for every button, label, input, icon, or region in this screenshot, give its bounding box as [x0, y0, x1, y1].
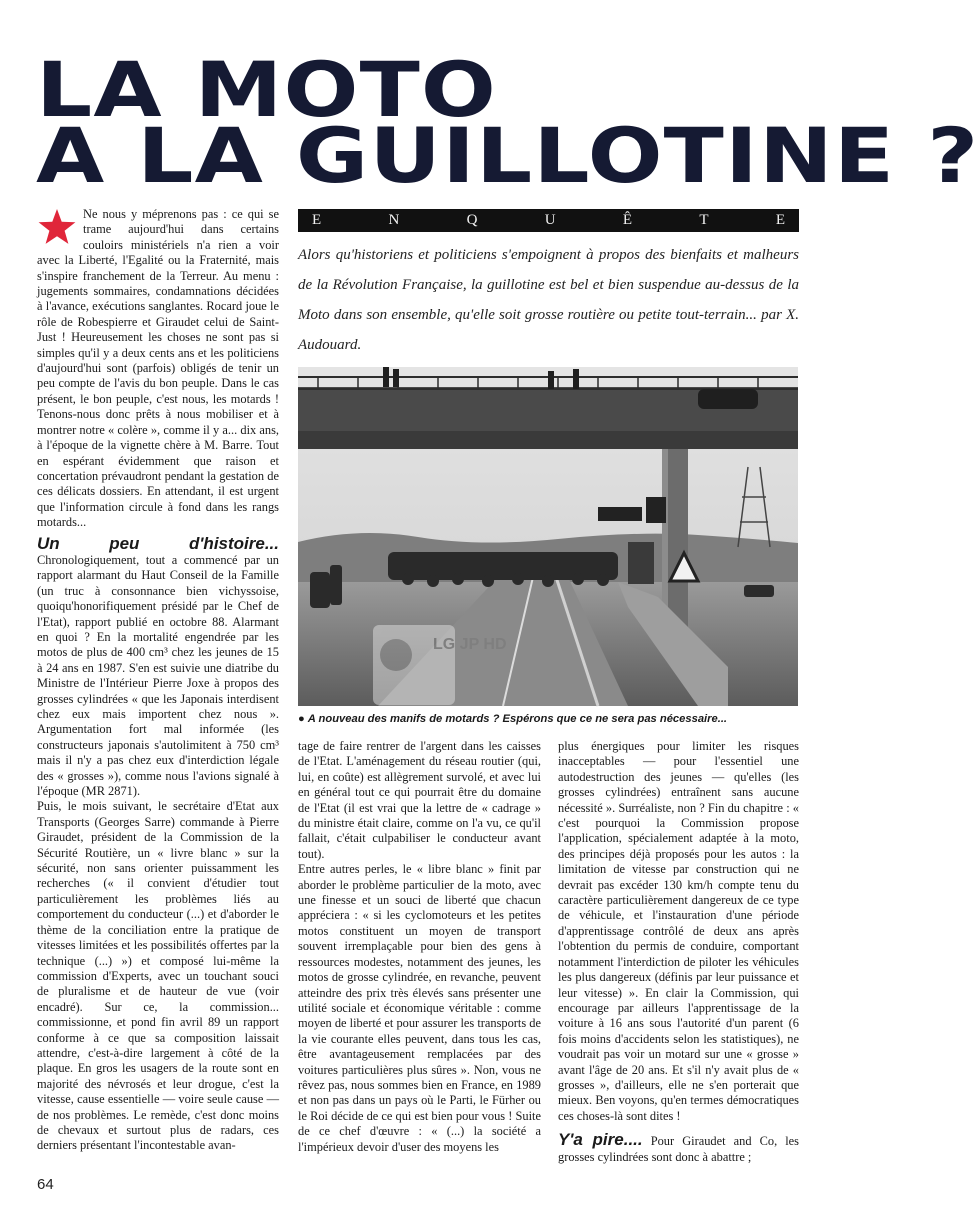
title-line-2: A LA GUILLOTINE ?: [36, 111, 979, 200]
section-letter: U: [544, 212, 556, 228]
watermark-text: LG JP HD: [433, 636, 507, 653]
photo-caption: [298, 713, 799, 725]
paragraph: plus énergiques pour limiter les risques inacceptables — pour l'essentiel une autodestruction des jeunes — qu'elles (les grosses cylindrées) entraînent sans aucune nécessité ». Surréaliste, non ? Fin du chapitre : « c'est pourquoi la Commission propose l'application, spécialement adaptée à la moto, des principes déjà proposés pour les autos : la limitation de vitesse par construction qui ne devrait pas excéder 130 km/h compte tenu du caractère particulièrement dangereux de ce type de véhicule, et l'instauration d'une période d'apprentissage contrôlé de deux ans après l'obtention du permis de conduire, comportant notamment l'interdiction de piloter les véhicules les plus dangereux (définis par leur puissance et leur vitesse) ». En clair la Commission, qui encourage par ailleurs l'apprentissage de la voiture à 16 ans sous l'autorité d'un parent (6 fois moins d'accidents selon les statistiques), ne voudrait pas voir un motard sur une « grosse » avant l'âge de 20 ans. Et s'il n'y avait plus de « grosses », d'ailleurs, elle ne s'en porterait que mieux. Ben voyons, qu'en termes démocratiques ces choses-là sont dites !: [558, 739, 799, 1123]
column-1: [37, 207, 279, 1172]
paragraph: Ne nous y méprenons pas : ce qui se trame aujourd'hui dans certains couloirs ministériels n'a rien a voir avec la Liberté, l'Egalité ou la Fraternité, mais s'inspire franchement de la Terreur. Au menu : jugements sommaires, condamnations décidées à l'avance, exécutions sanglantes. Rocard joue le rôle de Robespierre et Giraudet celui de Saint-Just ! Heureusement les choses ne sont pas si simples qu'il y a deux cents ans et les politiciens d'aujourd'hui sont (parfois) obligés de tenir un peu compte de l'avis du bon peuple. Dans le cas présent, le bon peuple, c'est nous, les motards ! Tenons-nous donc prêts à nous mobiliser et à montrer notre « colère », comme il y a... dix ans, à l'époque de la vignette chère à M. Barre. Tout en espérant évidemment que raison et concertation prévaudront pendant la gestation de ces délicats dossiers. En attendant, il est urgent que l'information circule à fond dans les rangs motards...: [37, 207, 279, 530]
page-number: 64: [37, 1176, 54, 1193]
column-3: [558, 739, 799, 1179]
subhead-history: Un peu d'histoire...: [37, 533, 279, 553]
subhead-ya-pire: Y'a pire....: [558, 1130, 643, 1150]
photo-motorcycle-protest: [298, 367, 798, 706]
section-letter: Q: [466, 212, 478, 228]
section-letter: Ê: [622, 212, 633, 228]
section-bar-enquete: [298, 209, 799, 232]
paragraph: Entre autres perles, le « libre blanc » finit par aborder le problème particulier de la moto, avec une finesse et un souci de liberté que chacun appréciera : « si les cyclomoteurs et les petites motos constituent un moyen de transport souvent irremplaçable pour bien des gens à ressources modestes, notamment des jeunes, les motos de grosse cylindrée, en revanche, peuvent atteindre des prix très élevés sans présenter une utilité sociale et économique véritable : comme moyen de liberté et pour assurer les transports de la vie courante elles peuvent, dans tous les cas, être avantageusement remplacées par des voitures particulières plus sûres ». Non, vous ne rêvez pas, nous sommes bien en France, en 1989 et non pas dans un pays où le Parti, le Fürher ou le Roi décide de ce qui est bien pour vous ! Suite de ce chef d'œuvre : « (...) la société a l'impérieux devoir d'user des moyens les: [298, 862, 541, 1154]
title-line-1: LA MOTO: [36, 45, 497, 134]
paragraph: tage de faire rentrer de l'argent dans les caisses de l'Etat. L'aménagement du réseau routier (qui, lui, en coûte) est allègrement survolé, et avec lui en général tout ce qui pourrait être du domaine de l'Etat (il est vrai que la lettre de « cadrage » du ministre était claire, comme on l'a vu, ce qu'il fallait, c'était culpabiliser le conducteur avant tout).: [298, 739, 541, 861]
section-letter: N: [388, 212, 400, 228]
section-letter: E: [312, 212, 322, 228]
intro-text: Alors qu'historiens et politiciens s'empoignent à propos des bienfaits et malheurs de la Révolution Française, la guillotine est bel et bien suspendue au-dessus de la Moto dans son ensemble, qu'elle soit grosse routière ou petite tout-terrain... par X. Audouard.: [298, 247, 799, 353]
bullet-icon: ●: [298, 713, 305, 725]
section-letter: T: [699, 212, 709, 228]
paragraph: Pour Giraudet and Co, les grosses cylindrées sont donc à abattre ;: [558, 1134, 800, 1164]
photo-illustration: [298, 367, 798, 706]
column-2: [298, 739, 541, 1179]
red-star-icon: [37, 207, 77, 247]
paragraph: Puis, le mois suivant, le secrétaire d'Etat aux Transports (Georges Sarre) commande à Pierre Giraudet, président de la Commission de la Sécurité Routière, un « livre blanc » sur la sécurité, non sans orienter puissamment les recherches (« il convient d'étudier tout particulièrement les problèmes liés au comportement du conducteur (...) et d'aborder le thème de la conciliation entre la pratique de vitesses limitées et les possibilités offertes par la technique (...) ») et composé lui-même la commission d'Experts, avec un touchant souci de pluralisme et de hauteur de vue (voir encadré). Sur ce, la commission... commissionne, et pond fin avril 89 un rapport conforme à ce que sa composition laissait attendre, c'est-à-dire largement à côté de la plaque. En gros les usagers de la route sont en majorité des névrosés et leur drogue, c'est la vitesse, cause essentielle — voire seule cause — de nos problèmes. Le remède, c'est donc moins de chevaux et surtout plus de radars, ces derniers présentant l'incontestable avan-: [37, 799, 279, 1153]
caption-text: A nouveau des manifs de motards ? Espérons que ce ne sera pas nécessaire...: [307, 713, 728, 725]
section-letter: E: [775, 212, 785, 228]
paragraph: Chronologiquement, tout a commencé par un rapport alarmant du Haut Conseil de la Famille (un truc à consonnance bien vichyssoise, quoiqu'honorifiquement présidé par le Chef de l'Etat), rapport publié en octobre 88. Alarmant en quoi ? En la mortalité engendrée par les motos de plus de 400 cm³ chez les jeunes de 15 à 24 ans en 1987. S'en est suivie une diatribe du Ministre de l'Intérieur Pierre Joxe à propos des grosses cylindrées « que les Japonais interdisent chez eux mais importent chez nous ». Argumentation fort mal informée (les constructeurs japonais s'autolimitent à 750 cm³ mais il n'y a pas chez eux d'interdiction légale des « grosses »), comme nous l'avions signalé à l'époque (MR 2871).: [37, 552, 279, 799]
